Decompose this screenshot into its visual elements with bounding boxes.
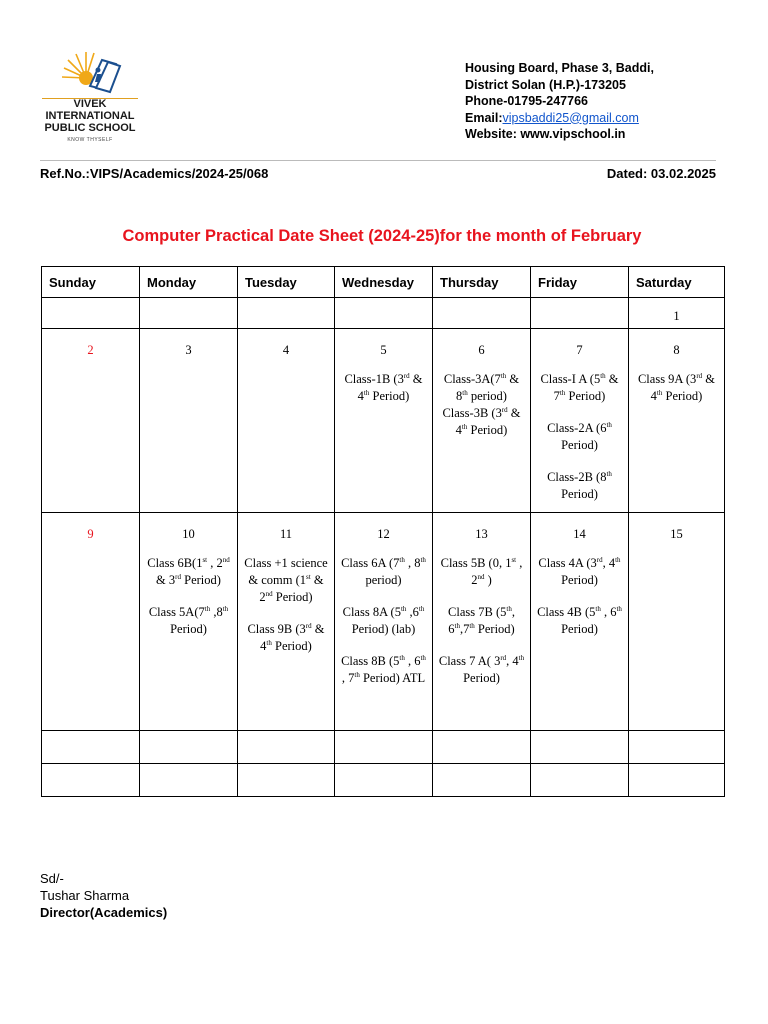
day-cell-7	[531, 329, 629, 513]
week-row-3	[42, 513, 725, 731]
day-cell-1	[629, 298, 725, 329]
schedule-entry: Class-I A (5th & 7th Period)	[540, 371, 619, 403]
day-cell	[531, 764, 629, 797]
address-line2: District Solan (H.P.)-173205	[465, 77, 626, 92]
day-cell	[140, 298, 238, 329]
schedule-entry: Class-2A (6th Period)	[547, 420, 612, 452]
schedule-entry: Class 4B (5th , 6th Period)	[537, 604, 622, 636]
day-cell	[140, 731, 238, 764]
day-cell	[433, 764, 531, 797]
day-number: 7	[576, 343, 583, 357]
schedule-entry: Class 5A(7th ,8th Period)	[148, 604, 229, 636]
day-cell	[335, 731, 433, 764]
signature-block	[40, 870, 167, 921]
schedule-entry: Class 8B (5th , 6th , 7th Period) ATL	[341, 653, 426, 685]
school-name-line1: VIVEK	[73, 98, 107, 110]
weekday-sunday: Sunday	[42, 267, 140, 298]
school-logo	[40, 48, 140, 148]
schedule-entry: Class-2B (8th Period)	[547, 469, 612, 501]
day-cell	[531, 298, 629, 329]
school-name-line3: PUBLIC SCHOOL	[44, 122, 136, 134]
date: Dated: 03.02.2025	[606, 166, 716, 181]
schedule-entry: Class-1B (3rd & 4th Period)	[344, 371, 423, 403]
header-divider	[40, 160, 716, 161]
day-cell-2	[42, 329, 140, 513]
day-cell	[531, 731, 629, 764]
email-link[interactable]: vipsbaddi25@gmail.com	[502, 110, 639, 125]
week-row-2	[42, 329, 725, 513]
schedule-entry: Class 9A (3rd & 4th Period)	[637, 371, 716, 403]
day-number: 11	[279, 527, 293, 541]
email-label: Email:	[465, 110, 503, 125]
weekday-thursday: Thursday	[433, 267, 531, 298]
day-cell-13	[433, 513, 531, 731]
school-name	[40, 98, 140, 134]
day-cell	[140, 764, 238, 797]
day-cell-4	[238, 329, 335, 513]
school-address	[465, 60, 654, 143]
day-number: 14	[573, 527, 586, 541]
day-cell	[433, 298, 531, 329]
schedule-entry: Class +1 science & comm (1st & 2nd Period)	[244, 556, 328, 604]
weekday-tuesday: Tuesday	[238, 267, 335, 298]
week-row-4	[42, 731, 725, 764]
day-cell-10	[140, 513, 238, 731]
day-cell-5	[335, 329, 433, 513]
weekday-friday: Friday	[531, 267, 629, 298]
signatory-role: Director(Academics)	[40, 905, 168, 920]
day-cell	[238, 298, 335, 329]
signatory-name: Tushar Sharma	[40, 888, 130, 903]
day-cell-3	[140, 329, 238, 513]
day-number: 3	[185, 343, 192, 357]
day-number: 8	[673, 343, 680, 357]
day-number: 15	[670, 527, 683, 541]
day-cell	[238, 764, 335, 797]
day-cell-9	[42, 513, 140, 731]
weekday-header-row	[42, 267, 725, 298]
day-cell	[433, 731, 531, 764]
day-number: 9	[87, 527, 94, 541]
school-name-line2: INTERNATIONAL	[45, 110, 135, 122]
school-emblem-icon	[62, 48, 122, 96]
week-row-1	[42, 298, 725, 329]
schedule-entry: Class 4A (3rd, 4th Period)	[538, 555, 621, 587]
day-cell-12	[335, 513, 433, 731]
address-line1: Housing Board, Phase 3, Baddi,	[465, 61, 654, 75]
schedule-entry: Class 5B (0, 1st , 2nd )	[440, 555, 523, 587]
day-cell	[238, 731, 335, 764]
day-number: 13	[475, 527, 488, 541]
day-cell-14	[531, 513, 629, 731]
schedule-entry: Class 7 A( 3rd, 4th Period)	[438, 653, 525, 685]
schedule-entry: Class 9B (3rd & 4th Period)	[247, 621, 325, 653]
day-number: 4	[282, 343, 290, 357]
school-motto: KNOW THYSELF	[67, 137, 113, 143]
day-cell-8	[629, 329, 725, 513]
page-title: Computer Practical Date Sheet (2024-25)for the month of February	[122, 227, 642, 245]
schedule-entry: Class 7B (5th, 6th,7th Period)	[448, 604, 515, 636]
email-row	[465, 110, 654, 127]
day-cell	[42, 298, 140, 329]
website: Website: www.vipschool.in	[465, 127, 626, 141]
schedule-entry: Class 8A (5th ,6th Period) (lab)	[342, 604, 425, 636]
day-cell-6	[433, 329, 531, 513]
day-number: 10	[182, 527, 195, 541]
day-cell	[335, 298, 433, 329]
day-number: 2	[87, 343, 94, 357]
day-cell	[42, 731, 140, 764]
weekday-saturday: Saturday	[629, 267, 725, 298]
day-cell	[42, 764, 140, 797]
schedule-entry: Class 6A (7th , 8th period)	[341, 555, 426, 587]
reference-number: Ref.No.:VIPS/Academics/2024-25/068	[40, 166, 269, 181]
day-cell-11	[238, 513, 335, 731]
day-cell	[629, 764, 725, 797]
day-number: 12	[377, 527, 390, 541]
day-number: 6	[478, 343, 485, 357]
weekday-wednesday: Wednesday	[335, 267, 433, 298]
schedule-entry: Class-3A(7th & 8th period)	[443, 371, 520, 403]
phone-number: Phone-01795-247766	[465, 94, 588, 108]
week-row-5	[42, 764, 725, 797]
day-number: 5	[380, 343, 387, 357]
day-cell-15	[629, 513, 725, 731]
day-cell	[335, 764, 433, 797]
day-number: 1	[673, 309, 680, 323]
schedule-entry: Class 6B(1st , 2nd & 3rd Period)	[147, 555, 230, 587]
signature-sd: Sd/-	[40, 871, 64, 886]
weekday-monday: Monday	[140, 267, 238, 298]
date-sheet-table	[41, 266, 725, 797]
day-cell	[629, 731, 725, 764]
schedule-entry: Class-3B (3rd & 4th Period)	[442, 405, 521, 437]
